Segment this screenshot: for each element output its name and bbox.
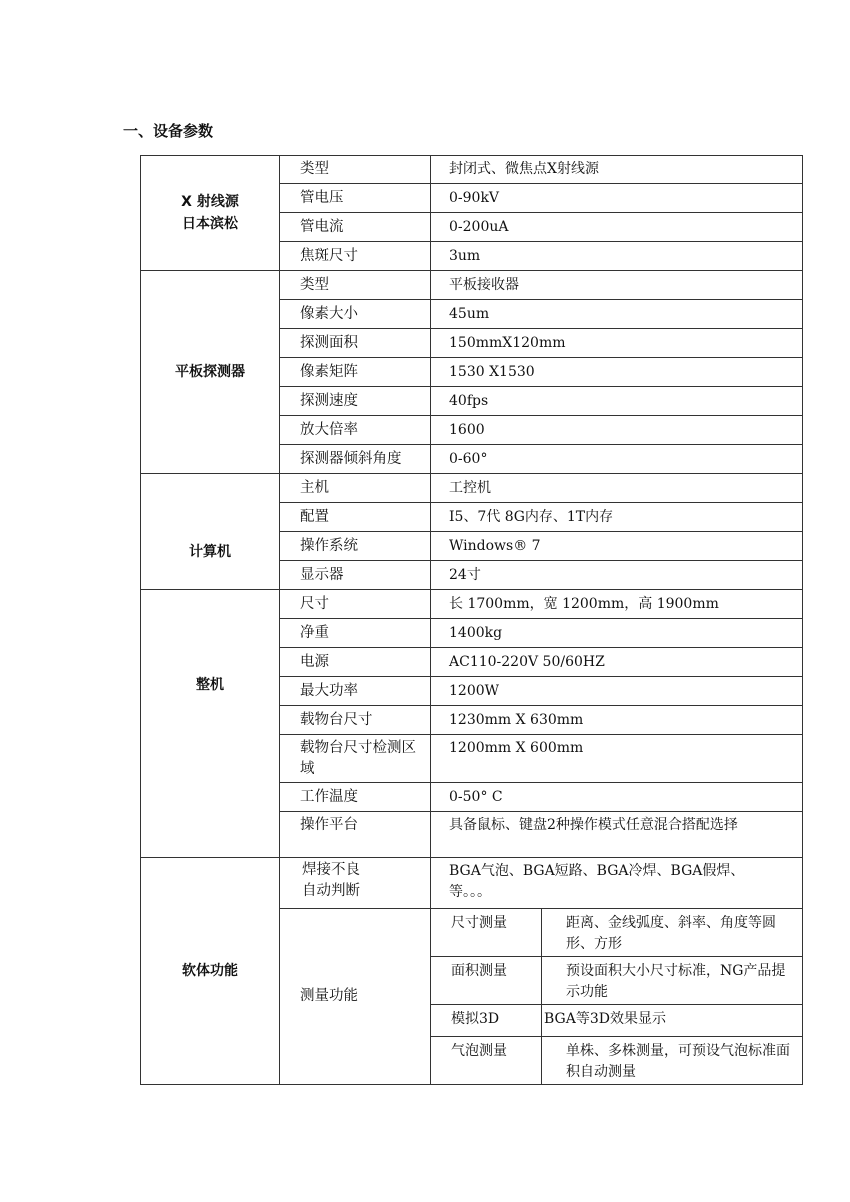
param-label: 管电压: [280, 184, 431, 213]
param-value: 150mmX120mm: [431, 329, 803, 358]
measure-row: [431, 1036, 802, 1084]
defect-label-line: 自动判断: [302, 883, 360, 899]
category-label: X 射线源: [181, 194, 239, 210]
param-label: 配置: [280, 503, 431, 532]
param-value: 1200mm X 600mm: [431, 735, 803, 783]
param-label: 类型: [280, 156, 431, 184]
category-label: 整机: [196, 677, 224, 693]
param-label: 最大功率: [280, 677, 431, 706]
param-label: 测量功能: [280, 909, 431, 1085]
param-value: 0-200uA: [431, 213, 803, 242]
param-label: 类型: [280, 271, 431, 300]
category-cell: [141, 271, 280, 474]
param-value: 1230mm X 630mm: [431, 706, 803, 735]
param-value: 具备鼠标、键盘2种操作模式任意混合搭配选择: [431, 812, 803, 858]
param-value: 24寸: [431, 561, 803, 590]
param-value: I5、7代 8G内存、1T内存: [431, 503, 803, 532]
measure-subtable-cell: [431, 909, 803, 1085]
table-row: [141, 858, 803, 909]
param-label: 操作平台: [280, 812, 431, 858]
param-label: 电源: [280, 648, 431, 677]
param-label: 尺寸: [280, 590, 431, 619]
param-value: 工控机: [431, 474, 803, 503]
param-value: 封闭式、微焦点X射线源: [431, 156, 803, 184]
param-label: 主机: [280, 474, 431, 503]
measure-desc: 距离、金线弧度、斜率、角度等圆形、方形: [566, 915, 776, 952]
category-cell: [141, 858, 280, 1085]
param-label: 操作系统: [280, 532, 431, 561]
param-label: 净重: [280, 619, 431, 648]
measure-subtable: [431, 909, 802, 1084]
param-label: 探测速度: [280, 387, 431, 416]
param-label: 显示器: [280, 561, 431, 590]
spec-table: [140, 155, 803, 1085]
table-row: [141, 474, 803, 503]
param-label: 放大倍率: [280, 416, 431, 445]
param-value: 0-50° C: [431, 783, 803, 812]
param-label: 载物台尺寸: [280, 706, 431, 735]
defect-label-line: 焊接不良: [302, 862, 360, 878]
param-label: 像素矩阵: [280, 358, 431, 387]
measure-name: 模拟3D: [431, 1004, 542, 1036]
category-label: 软体功能: [182, 963, 238, 979]
measure-row: [431, 1004, 802, 1036]
param-value: 平板接收器: [431, 271, 803, 300]
table-row: [141, 590, 803, 619]
section-heading: 一、设备参数: [123, 122, 214, 140]
category-cell: [141, 156, 280, 271]
param-label: 探测面积: [280, 329, 431, 358]
measure-name: 面积测量: [431, 956, 542, 1004]
param-value: 0-60°: [431, 445, 803, 474]
measure-desc: 单株、多株测量，可预设气泡标准面积自动测量: [542, 1036, 803, 1084]
table-row: [141, 156, 803, 184]
category-label: 计算机: [189, 543, 231, 560]
param-label: 载物台尺寸检测区域: [280, 735, 431, 783]
table-row: [141, 271, 803, 300]
param-value: 45um: [431, 300, 803, 329]
param-value: 1200W: [431, 677, 803, 706]
param-label: 工作温度: [280, 783, 431, 812]
param-value: 1600: [431, 416, 803, 445]
param-label: [280, 858, 431, 909]
category-label: 平板探测器: [175, 364, 245, 380]
param-value: BGA气泡、BGA短路、BGA冷焊、BGA假焊、等。。。: [431, 858, 803, 909]
param-value: 0-90kV: [431, 184, 803, 213]
measure-name: 气泡测量: [431, 1036, 542, 1084]
measure-desc: 预设面积大小尺寸标准，NG产品提示功能: [542, 956, 803, 1004]
param-value: 1530 X1530: [431, 358, 803, 387]
measure-row: [431, 956, 802, 1004]
param-value: 40fps: [431, 387, 803, 416]
category-cell: [141, 474, 280, 590]
measure-name: 尺寸测量: [431, 909, 542, 956]
param-label: 焦斑尺寸: [280, 242, 431, 271]
param-label: 管电流: [280, 213, 431, 242]
param-value: 1400kg: [431, 619, 803, 648]
param-label: 探测器倾斜角度: [280, 445, 431, 474]
measure-desc: BGA等3D效果显示: [542, 1004, 803, 1036]
param-label: 像素大小: [280, 300, 431, 329]
param-value: 3um: [431, 242, 803, 271]
param-value: 长 1700mm，宽 1200mm，高 1900mm: [431, 590, 803, 619]
param-value: Windows® 7: [431, 532, 803, 561]
measure-row: [431, 909, 802, 956]
category-cell: [141, 590, 280, 858]
param-value: AC110-220V 50/60HZ: [431, 648, 803, 677]
category-label: 日本滨松: [182, 216, 238, 232]
